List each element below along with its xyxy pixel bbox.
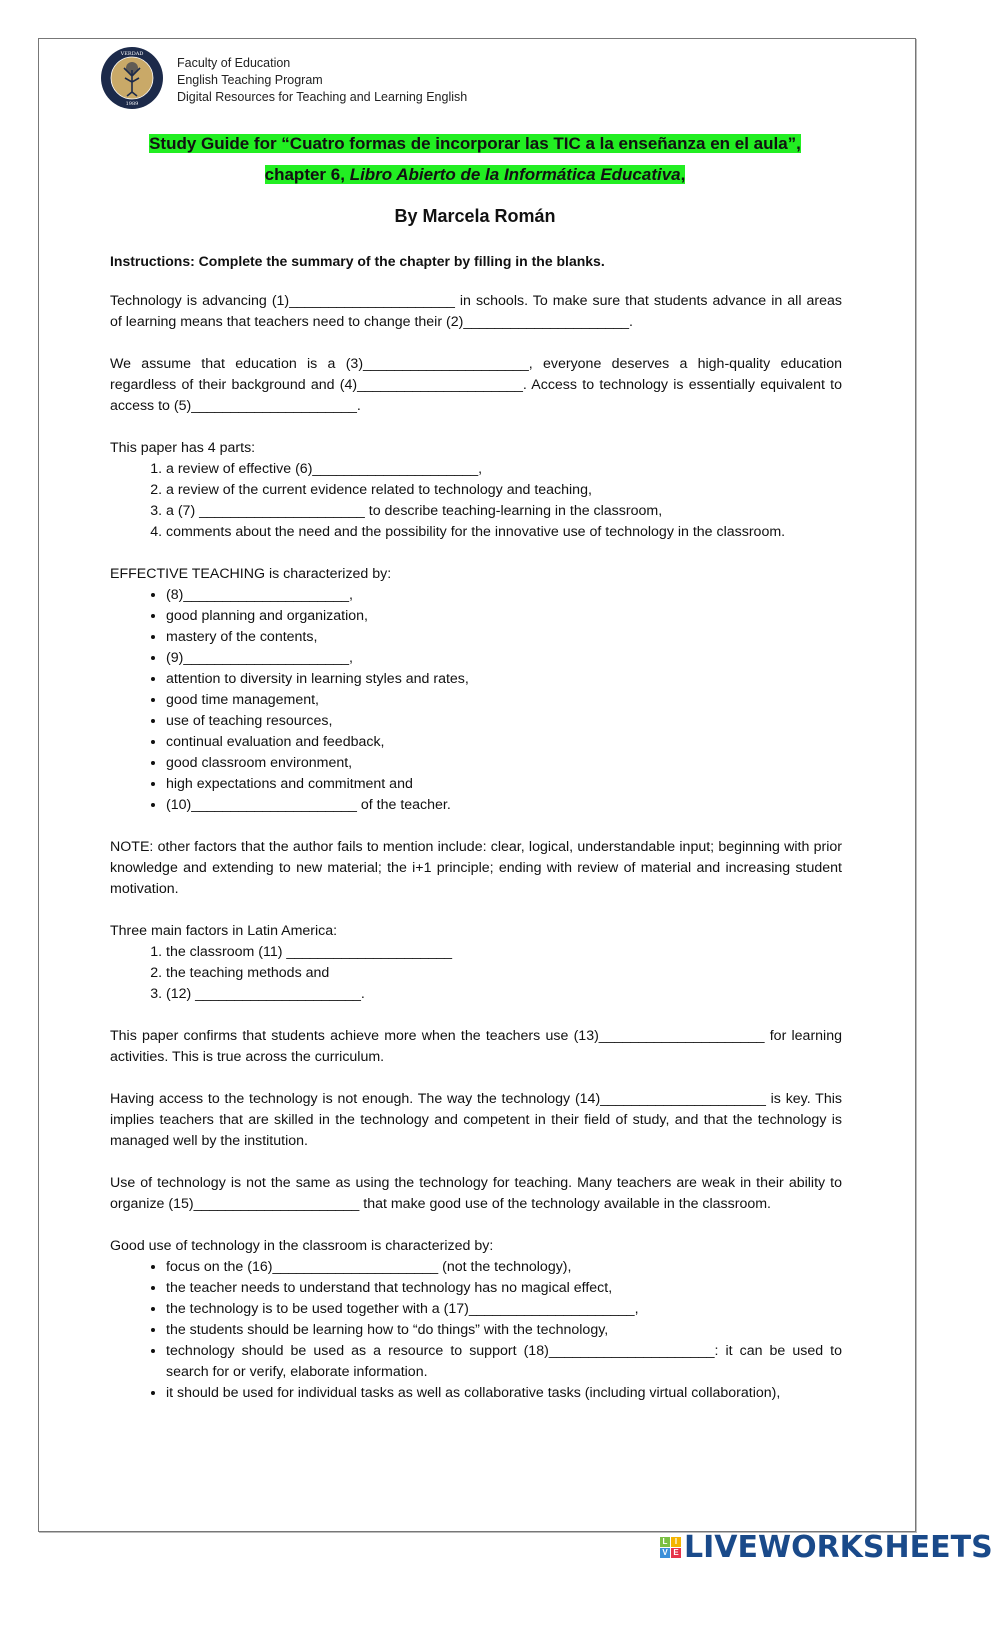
list-item (166, 963, 842, 984)
fill-in-blank[interactable]: (9)_____________________ (166, 650, 350, 666)
text-segment: continual evaluation and feedback, (166, 734, 385, 750)
list-item (166, 459, 842, 480)
list-heading (110, 1236, 842, 1257)
text-segment: . (629, 314, 633, 330)
svg-text:VERDAD: VERDAD (120, 51, 144, 57)
title-chapter: chapter 6, (264, 165, 350, 184)
text-segment: to describe teaching-learning in the classroom, (364, 503, 663, 519)
text-segment: We assume that education is a (110, 356, 346, 372)
fill-in-blank[interactable]: (10)_____________________ (166, 797, 357, 813)
faculty-line: Faculty of Education (177, 56, 291, 70)
text-segment: NOTE: other factors that the author fails to mention include: clear, logical, understandable input; beginning with prior knowledge and extending to new material; the i+1 principle; ending with review of material and increasing student motivation. (110, 839, 842, 897)
list-item (166, 711, 842, 732)
worksheet-title (60, 128, 890, 190)
list-item (166, 627, 842, 648)
text-segment: comments about the need and the possibility for the innovative use of technology in the classroom. (166, 524, 786, 540)
text-segment: , (634, 1301, 639, 1317)
text-segment: the teacher needs to understand that technology has no magical effect, (166, 1280, 613, 1296)
text-segment: Three main factors in Latin America: (110, 923, 338, 939)
text-segment: in schools. To make sure that students advance in all areas of learning means that teachers need to change their (110, 293, 842, 330)
list-item (166, 648, 842, 669)
text-segment: Having access to the technology is not enough. The way the technology (110, 1091, 575, 1107)
fill-in-blank[interactable]: (14)_____________________ (574, 1091, 766, 1107)
text-segment: . (360, 986, 365, 1002)
list-item (166, 732, 842, 753)
fill-in-blank[interactable]: (8)_____________________ (166, 587, 350, 603)
paragraph (110, 1026, 842, 1068)
fill-in-blank[interactable]: _____________________ (286, 944, 453, 960)
text-segment: , everyone deserves a high-quality education regardless of their background and (110, 356, 842, 393)
bullet-list (110, 1257, 842, 1404)
text-segment: of the teacher. (356, 797, 451, 813)
title-book: Libro Abierto de la Informática Educativa (349, 165, 681, 184)
fill-in-blank[interactable]: (1)_____________________ (271, 293, 455, 309)
text-segment: . Access to technology is essentially equivalent to access to (110, 377, 843, 414)
list-item (166, 1341, 842, 1383)
list-item (166, 753, 842, 774)
text-segment: attention to diversity in learning styles and rates, (166, 671, 469, 687)
fill-in-blank[interactable]: _____________________ (199, 503, 365, 519)
list-item (166, 606, 842, 627)
fill-in-blank[interactable]: (3)_____________________ (345, 356, 529, 372)
list-item (166, 1383, 842, 1404)
text-segment: the teaching methods and (166, 965, 330, 981)
square-i: I (671, 1537, 681, 1547)
list-item (166, 942, 842, 963)
text-segment: a review of effective (166, 461, 296, 477)
worksheet-body (110, 291, 842, 1425)
text-segment: the technology is to be used together with a (166, 1301, 444, 1317)
square-e: E (671, 1548, 681, 1558)
text-segment: use of teaching resources, (166, 713, 333, 729)
paragraph (110, 837, 842, 900)
list-item (166, 480, 842, 501)
liveworksheets-wordmark: LIVEWORKSHEETS (684, 1530, 993, 1565)
liveworksheets-logo (660, 1530, 993, 1565)
paragraph (110, 354, 842, 417)
fill-in-blank[interactable]: (17)_____________________ (443, 1301, 635, 1317)
list-item (166, 1299, 842, 1320)
paragraph (110, 1173, 842, 1215)
fill-in-blank[interactable]: (5)_____________________ (173, 398, 357, 414)
list-item (166, 1320, 842, 1341)
fill-in-blank[interactable]: (13)_____________________ (573, 1028, 765, 1044)
text-segment: focus on the (166, 1259, 248, 1275)
text-segment: the classroom (11) (166, 944, 287, 960)
instructions: Instructions: Complete the summary of the chapter by filling in the blanks. (110, 253, 605, 269)
square-v: V (660, 1548, 670, 1558)
fill-in-blank[interactable]: (18)_____________________ (523, 1343, 715, 1359)
text-segment: , (478, 461, 483, 477)
numbered-list (110, 942, 842, 1005)
text-segment: This paper has 4 parts: (110, 440, 256, 456)
list-item (166, 522, 842, 543)
text-segment: EFFECTIVE TEACHING is characterized by: (110, 566, 392, 582)
institution-header (177, 55, 467, 106)
title-comma: , (680, 165, 686, 184)
title-line-1: Study Guide for “Cuatro formas de incorporar las TIC a la enseñanza en el aula”, (149, 134, 801, 153)
text-segment: that make good use of the technology available in the classroom. (359, 1196, 771, 1212)
list-item (166, 984, 842, 1005)
resources-line: Digital Resources for Teaching and Learning English (177, 90, 468, 104)
text-segment: good planning and organization, (166, 608, 368, 624)
list-item (166, 501, 842, 522)
text-segment: good classroom environment, (166, 755, 353, 771)
list-heading (110, 438, 842, 459)
fill-in-blank[interactable]: (16)_____________________ (247, 1259, 439, 1275)
program-line: English Teaching Program (177, 73, 323, 87)
text-segment: , (349, 650, 353, 666)
list-item (166, 795, 842, 816)
text-segment: Good use of technology in the classroom is characterized by: (110, 1238, 494, 1254)
paragraph (110, 291, 842, 333)
list-heading (110, 921, 842, 942)
text-segment: the students should be learning how to “do things” with the technology, (166, 1322, 609, 1338)
text-segment: for learning activities. This is true across the curriculum. (110, 1028, 842, 1065)
text-segment: technology should be used as a resource to support (166, 1343, 524, 1359)
list-item (166, 585, 842, 606)
text-segment: it should be used for individual tasks as well as collaborative tasks (including virtual collaboration), (166, 1385, 781, 1401)
text-segment: is key. This implies teachers that are skilled in the technology and competent in their field of study, and that the technology is managed well by the institution. (110, 1091, 842, 1149)
text-segment: . (356, 398, 361, 414)
text-segment: good time management, (166, 692, 320, 708)
text-segment: a (7) (166, 503, 200, 519)
university-seal-logo (100, 46, 164, 110)
fill-in-blank[interactable]: (4)_____________________ (339, 377, 523, 393)
text-segment: , (349, 587, 353, 603)
text-segment: : it can be used to search for or verify, elaborate information. (166, 1343, 843, 1380)
fill-in-blank[interactable]: (15)_____________________ (168, 1196, 360, 1212)
author-byline: By Marcela Román (394, 206, 556, 226)
list-item (166, 690, 842, 711)
text-segment: a review of the current evidence related to technology and teaching, (166, 482, 592, 498)
text-segment: Use of technology is not the same as using the technology for teaching. Many teachers are weak in their ability to organize (110, 1175, 842, 1212)
text-segment: high expectations and commitment and (166, 776, 413, 792)
text-segment: (12) (166, 986, 196, 1002)
bullet-list (110, 585, 842, 816)
fill-in-blank[interactable]: (6)_____________________ (295, 461, 479, 477)
text-segment: (not the technology), (438, 1259, 572, 1275)
list-item (166, 1257, 842, 1278)
list-heading (110, 564, 842, 585)
svg-text:1989: 1989 (125, 101, 139, 107)
liveworksheets-squares-icon (660, 1537, 681, 1558)
list-item (166, 1278, 842, 1299)
fill-in-blank[interactable]: (2)_____________________ (446, 314, 630, 330)
numbered-list (110, 459, 842, 543)
paragraph (110, 1089, 842, 1152)
text-segment: mastery of the contents, (166, 629, 318, 645)
list-item (166, 774, 842, 795)
title-line-2 (265, 165, 686, 184)
text-segment: Technology is advancing (110, 293, 272, 309)
list-item (166, 669, 842, 690)
text-segment: This paper confirms that students achieve more when the teachers use (110, 1028, 574, 1044)
square-l: L (660, 1537, 670, 1547)
fill-in-blank[interactable]: _____________________ (195, 986, 361, 1002)
